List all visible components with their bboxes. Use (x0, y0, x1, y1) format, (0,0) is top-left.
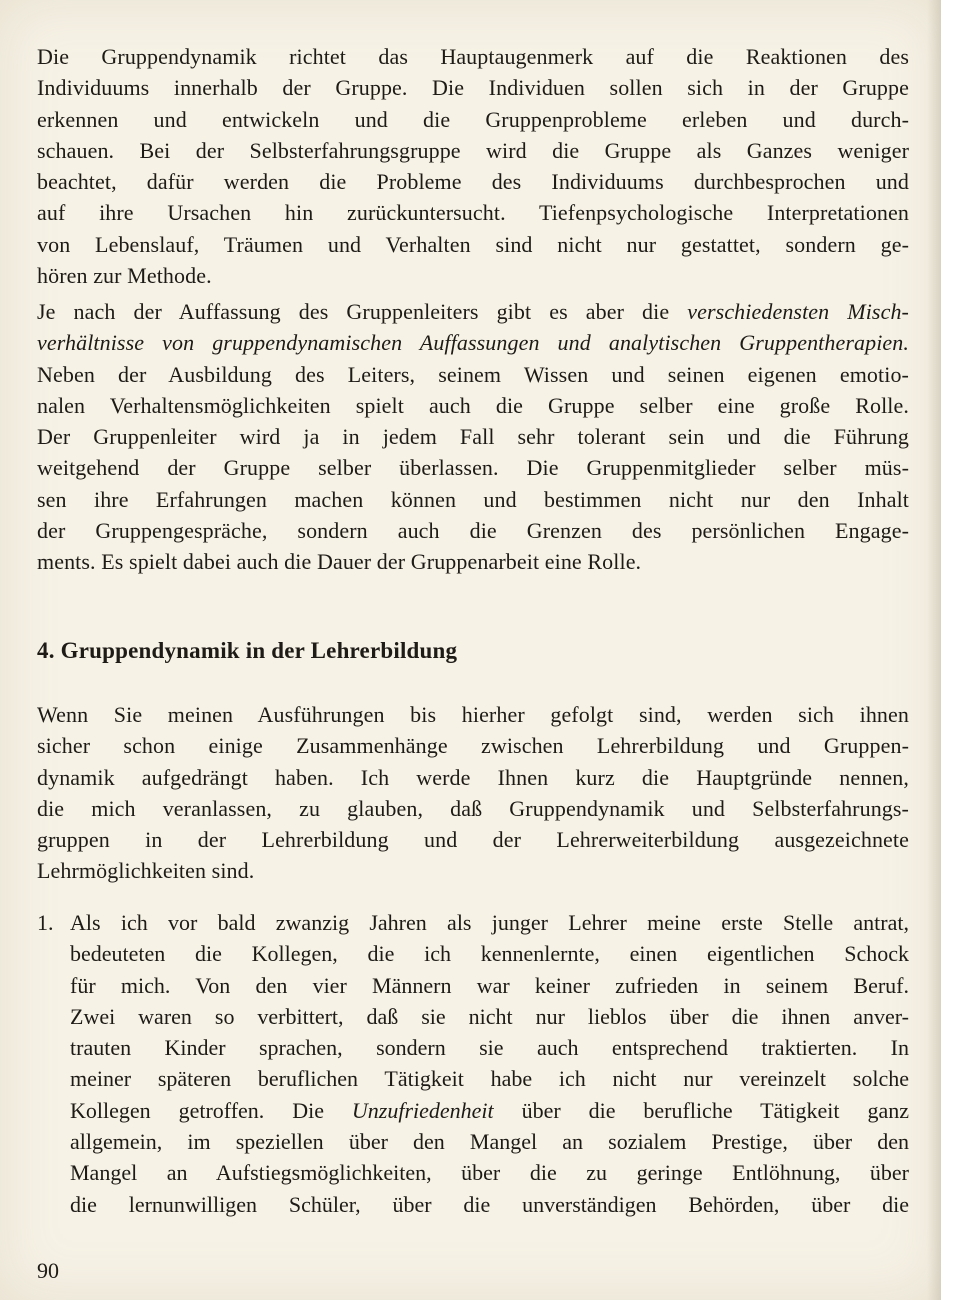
text-line: Zwei waren so verbittert, daß sie nicht nur lieblos über die ihnen anver- (70, 1003, 909, 1029)
text-line: Je nach der Auffassung des Gruppenleiters gibt es aber die verschiedensten Misch- (37, 299, 909, 324)
text-line: die mich veranlassen, zu glauben, daß Gruppendynamik und Selbsterfahrungs- (37, 795, 909, 821)
text-line: für mich. Von den vier Männern war keiner zufrieden in seinem Beruf. (70, 972, 909, 998)
text-line: trauten Kinder sprachen, sondern sie auch entsprechend traktierten. In (70, 1035, 909, 1061)
text-line: nalen Verhaltensmöglichkeiten spielt auch die Gruppe selber eine große Rolle. (37, 392, 909, 418)
text-line: hören zur Methode. (37, 263, 212, 289)
text-line: Kollegen getroffen. Die Unzufriedenheit über die berufliche Tätigkeit ganz (70, 1097, 909, 1123)
text-line: Mangel an Aufstiegsmöglichkeiten, über die zu geringe Entlöhnung, über (70, 1160, 909, 1186)
text-line: der Gruppengespräche, sondern auch die Grenzen des persönlichen Engage- (37, 518, 909, 544)
page-number: 90 (37, 1258, 59, 1283)
text-line: schauen. Bei der Selbsterfahrungsgruppe wird die Gruppe als Ganzes weniger (37, 137, 909, 163)
text-line: Lehrmöglichkeiten sind. (37, 858, 255, 884)
text-line: dynamik aufgedrängt haben. Ich werde Ihnen kurz die Hauptgründe nennen, (37, 764, 909, 790)
list-item-body (70, 907, 909, 1220)
text-line: die lernunwilligen Schüler, über die unverständigen Behörden, über die (70, 1191, 909, 1217)
text-line: Neben der Ausbildung des Leiters, seinem Wissen und seinen eigenen emotio- (37, 361, 909, 387)
text-line: ments. Es spielt dabei auch die Dauer der Gruppenarbeit eine Rolle. (37, 549, 642, 575)
text-line: von Lebenslauf, Träumen und Verhalten sind nicht nur gestattet, sondern ge- (37, 231, 909, 257)
text-line: Wenn Sie meinen Ausführungen bis hierher gefolgt sind, werden sich ihnen (37, 702, 909, 727)
italic-emphasis: verhältnisse von gruppendynamischen Auffassungen und analytischen Gruppentherapien. (37, 330, 909, 356)
italic-emphasis: verschiedensten Misch- (687, 299, 909, 324)
paragraph-group-leader (37, 296, 909, 578)
text-line: beachtet, dafür werden die Probleme des Individuums durchbesprochen und (37, 169, 909, 195)
text-line (37, 327, 909, 358)
text-line: auf ihre Ursachen hin zurückuntersucht. Tiefenpsychologische Interpretationen (37, 200, 909, 226)
text-line: sen ihre Erfahrungen machen können und bestimmen nicht nur den Inhalt (37, 486, 909, 512)
text-line: sicher schon einige Zusammenhänge zwischen Lehrerbildung und Gruppen- (37, 733, 909, 759)
text-line: meiner späteren beruflichen Tätigkeit habe ich nicht nur vereinzelt solche (70, 1066, 909, 1092)
text-line: allgemein, im speziellen über den Mangel an sozialem Prestige, über den (70, 1129, 909, 1155)
section-heading: 4. Gruppendynamik in der Lehrerbildung (37, 638, 458, 663)
text-line: Der Gruppenleiter wird ja in jedem Fall sehr tolerant sein und die Führung (37, 424, 909, 450)
italic-emphasis: Unzufriedenheit (351, 1097, 494, 1123)
text-line: Die Gruppendynamik richtet das Hauptaugenmerk auf die Reaktionen des (37, 44, 909, 69)
paragraph-teacher-training (37, 699, 909, 887)
paragraph-group-dynamics-focus (37, 41, 909, 291)
text-line: Individuums innerhalb der Gruppe. Die Individuen sollen sich in der Gruppe (37, 75, 909, 101)
numbered-list-item (37, 907, 909, 1220)
text-line: weitgehend der Gruppe selber überlassen. Die Gruppenmitglieder selber müs- (37, 455, 909, 481)
text-line: erkennen und entwickeln und die Gruppenprobleme erleben und durch- (37, 106, 909, 132)
text-line: Als ich vor bald zwanzig Jahren als junger Lehrer meine erste Stelle antrat, (70, 910, 909, 935)
text-line: bedeuteten die Kollegen, die ich kennenlernte, einen eigentlichen Schock (70, 941, 909, 967)
text-line: gruppen in der Lehrerbildung und der Lehrerweiterbildung ausgezeichnete (37, 827, 909, 853)
list-number: 1. (37, 910, 54, 935)
